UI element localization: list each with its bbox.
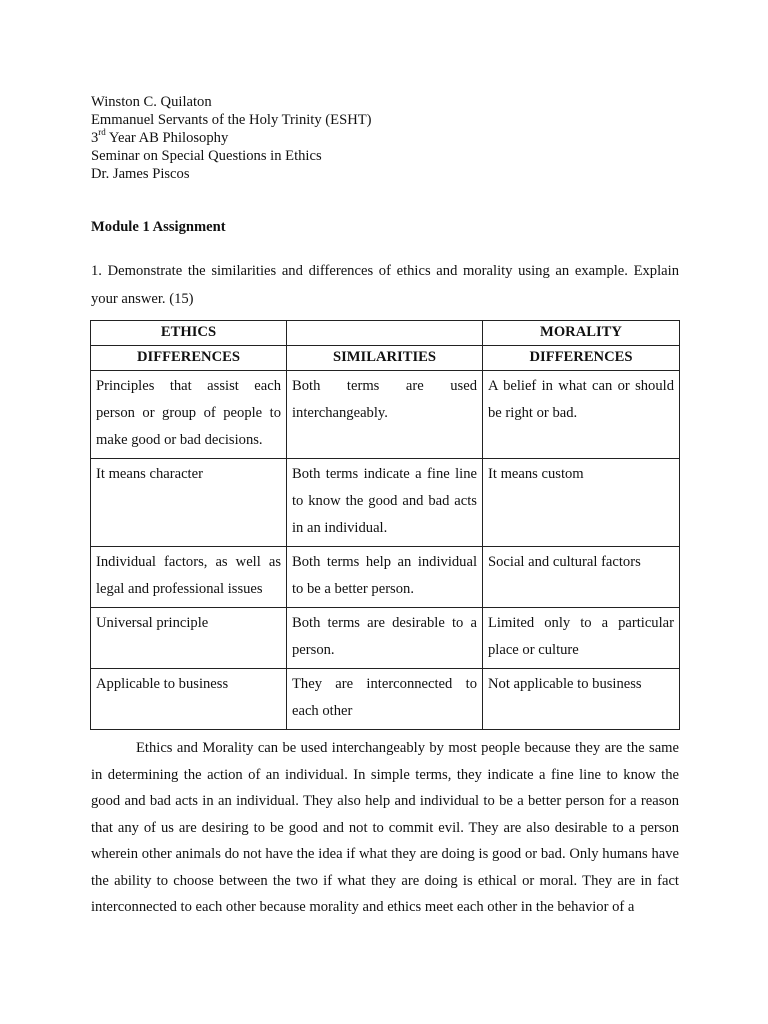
table-row [91,669,680,730]
year-program: Year AB Philosophy [105,130,229,146]
table-header-row [91,321,680,346]
author-header [91,93,372,183]
table-row [91,371,680,459]
table-cell: Both terms indicate a fine line to know the good and bad acts in an individual. [287,459,483,547]
table-cell: Universal principle [91,608,287,669]
table-cell: Applicable to business [91,669,287,730]
module-title: Module 1 Assignment [91,219,226,235]
table-header-cell [287,321,483,346]
course-name: Seminar on Special Questions in Ethics [91,148,322,164]
table-row [91,459,680,547]
table-cell: A belief in what can or should be right or bad. [483,371,680,459]
table-cell: Both terms are desirable to a person. [287,608,483,669]
table-cell: Principles that assist each person or group of people to make good or bad decisions. [91,371,287,459]
table-cell: Individual factors, as well as legal and professional issues [91,547,287,608]
assignment-question: 1. Demonstrate the similarities and differences of ethics and morality using an example. Explain your answer. (15) [91,263,679,307]
table-header-cell: MORALITY [483,321,680,346]
table-cell: Both terms are used interchangeably. [287,371,483,459]
table-subheader-row [91,346,680,371]
table-cell: Social and cultural factors [483,547,680,608]
table-cell: Not applicable to business [483,669,680,730]
table-header-cell: DIFFERENCES [483,346,680,371]
table-header-cell: ETHICS [91,321,287,346]
author-name: Winston C. Quilaton [91,94,212,110]
table-cell: They are interconnected to each other [287,669,483,730]
year-ordinal-suffix: rd [98,127,106,138]
table-header-cell: SIMILARITIES [287,346,483,371]
instructor-name: Dr. James Piscos [91,166,190,182]
table-cell: It means custom [483,459,680,547]
table-cell: It means character [91,459,287,547]
institution-name: Emmanuel Servants of the Holy Trinity (ESHT) [91,112,372,128]
comparison-table [90,320,680,730]
answer-paragraph-text: Ethics and Morality can be used interchangeably by most people because they are the same in determining the action of an individual. In simple terms, they indicate a fine line to know the good and bad acts in an individual. They also help and individual to be a better person for a reason that any of us are desiring to be good and not to commit evil. They are also desirable to a person wherein other animals do not have the idea if what they are doing is good or bad. Only humans have the ability to choose between the two if what they are doing is ethical or moral. They are in fact interconnected to each other because morality and ethics meet each other in the behavior of a [91,740,679,915]
table-cell: Both terms help an individual to be a better person. [287,547,483,608]
year-number: 3 [91,130,99,146]
table-header-cell: DIFFERENCES [91,346,287,371]
table-cell: Limited only to a particular place or culture [483,608,680,669]
table-row [91,547,680,608]
table-row [91,608,680,669]
year-level [91,129,372,147]
answer-paragraph [91,735,679,921]
